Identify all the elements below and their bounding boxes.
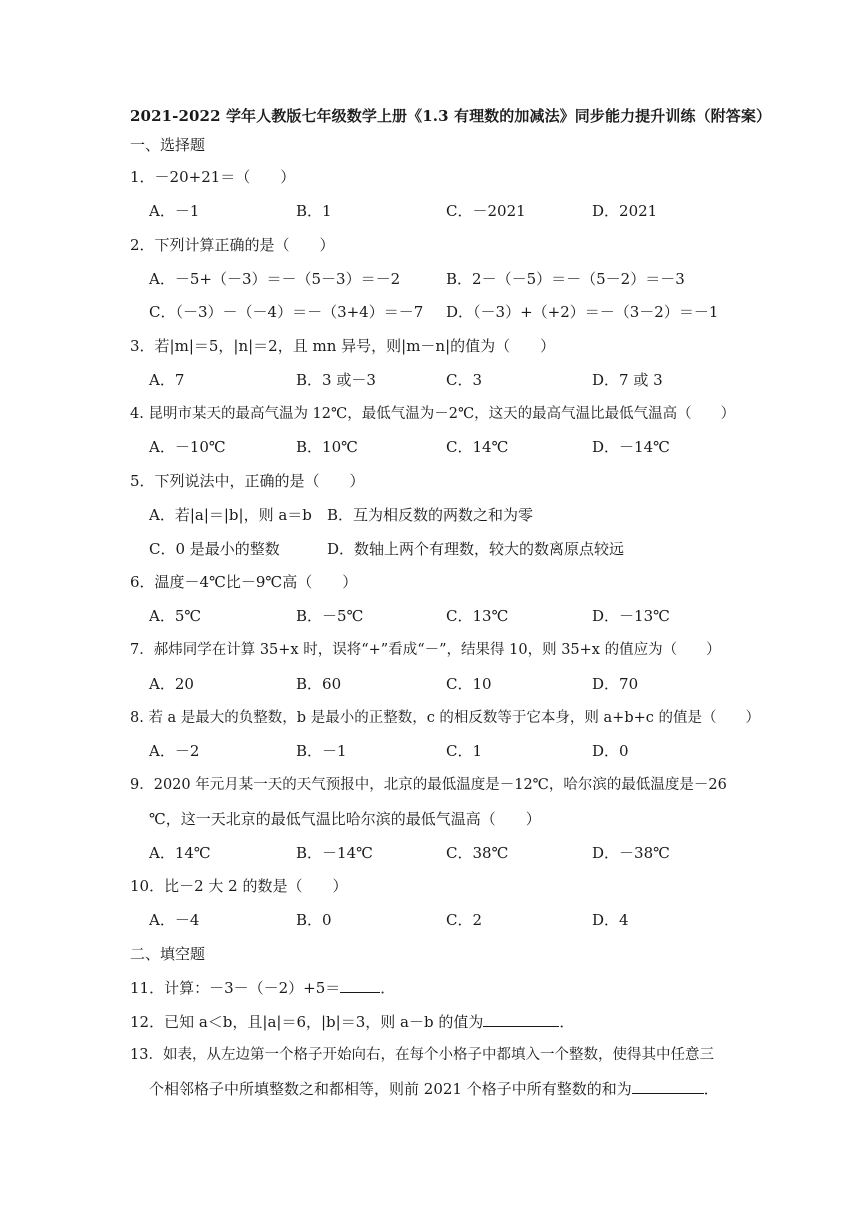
question-4-option-b: B．10℃ (296, 438, 358, 456)
question-2-option-b: B．2－（－5）＝－（5－2）＝－3 (446, 270, 685, 288)
question-2-stem: 2．下列计算正确的是（ ） (130, 236, 335, 254)
question-8-option-c: C．1 (446, 742, 483, 760)
question-12-end: ． (559, 1013, 575, 1031)
question-3-option-b: B．3 或－3 (296, 371, 376, 389)
question-6-option-d: D．－13℃ (592, 607, 670, 625)
question-4-stem: 4. 昆明市某天的最高气温为 12℃，最低气温为－2℃，这天的最高气温比最低气温高（ ） (130, 406, 736, 422)
question-9-option-c: C．38℃ (446, 844, 509, 862)
question-4-option-d: D．－14℃ (592, 438, 670, 456)
question-2-option-d: D．（－3）+（+2）＝－（3－2）＝－1 (446, 303, 719, 321)
question-8-option-b: B．－1 (296, 742, 347, 760)
question-10-option-c: C．2 (446, 911, 483, 929)
question-8-option-a: A．－2 (149, 742, 200, 760)
question-7-option-a: A．20 (149, 675, 194, 693)
question-13-line-2 (149, 1079, 719, 1099)
question-11-stem: 11．计算：－3－（－2）+5＝ (130, 979, 341, 997)
question-9-option-d: D．－38℃ (592, 844, 670, 862)
question-3-option-d: D．7 或 3 (592, 371, 663, 389)
question-7-stem: 7．郝炜同学在计算 35+x 时，误将“+”看成“－”，结果得 10，则 35+x 的值应为（ ） (130, 642, 721, 658)
question-10-option-d: D．4 (592, 911, 629, 929)
question-6-option-a: A．5℃ (149, 607, 202, 625)
question-6-option-b: B．－5℃ (296, 607, 364, 625)
section-choice-heading: 一、选择题 (130, 136, 206, 154)
question-10-option-a: A．－4 (149, 911, 200, 929)
question-1-option-d: D．2021 (592, 202, 658, 220)
question-3-stem: 3．若|m|＝5，|n|＝2，且 mn 异号，则|m－n|的值为（ ） (130, 337, 556, 355)
question-1-option-c: C．－2021 (446, 202, 526, 220)
section-fill-heading: 二、填空题 (130, 945, 206, 963)
question-2-option-c: C．（－3）－（－4）＝－（3+4）＝－7 (149, 303, 424, 321)
question-10-stem: 10．比－2 大 2 的数是（ ） (130, 877, 348, 895)
question-9-stem-line-1: 9．2020 年元月某一天的天气预报中，北京的最低温度是－12℃，哈尔滨的最低温度是－26 (130, 777, 727, 793)
question-12-stem: 12．已知 a＜b，且|a|＝6，|b|＝3，则 a－b 的值为 (130, 1013, 484, 1031)
question-4-option-a: A．－10℃ (149, 438, 226, 456)
question-7-option-d: D．70 (592, 675, 639, 693)
question-11 (130, 978, 395, 998)
question-6-option-c: C．13℃ (446, 607, 509, 625)
question-9-option-a: A．14℃ (149, 844, 211, 862)
question-10-option-b: B．0 (296, 911, 332, 929)
question-4-option-c: C．14℃ (446, 438, 509, 456)
question-5-option-d: D．数轴上两个有理数，较大的数离原点较远 (327, 540, 625, 558)
question-5-option-c: C．0 是最小的整数 (149, 540, 280, 558)
answer-blank[interactable] (483, 1012, 559, 1027)
question-13-end: ． (703, 1080, 719, 1098)
question-6-stem: 6．温度－4℃比－9℃高（ ） (130, 573, 358, 591)
answer-blank[interactable] (340, 978, 380, 993)
question-5-stem: 5．下列说法中，正确的是（ ） (130, 472, 365, 490)
answer-blank[interactable] (632, 1079, 704, 1094)
question-3-option-a: A．7 (149, 371, 185, 389)
question-8-option-d: D．0 (592, 742, 629, 760)
question-9-option-b: B．－14℃ (296, 844, 373, 862)
question-3-option-c: C．3 (446, 371, 483, 389)
question-13-stem-line-1: 13．如表，从左边第一个格子开始向右，在每个小格子中都填入一个整数，使得其中任意三 (130, 1047, 714, 1063)
question-2-option-a: A．－5+（－3）＝－（5－3）＝－2 (149, 270, 401, 288)
question-12 (130, 1012, 574, 1032)
question-7-option-b: B．60 (296, 675, 342, 693)
question-11-end: ． (380, 979, 396, 997)
question-5-option-a: A．若|a|＝|b|，则 a＝b (149, 506, 312, 524)
question-7-option-c: C．10 (446, 675, 492, 693)
question-1-stem: 1．－20+21＝（ ） (130, 168, 296, 186)
question-5-option-b: B．互为相反数的两数之和为零 (327, 506, 534, 524)
question-9-stem-line-2: ℃，这一天北京的最低气温比哈尔滨的最低气温高（ ） (149, 810, 541, 828)
question-1-option-b: B．1 (296, 202, 332, 220)
question-13-stem-line-2: 个相邻格子中所填整数之和都相等，则前 2021 个格子中所有整数的和为 (149, 1080, 632, 1098)
document-title: 2021-2022 学年人教版七年级数学上册《1.3 有理数的加减法》同步能力提升训练（附答案） (130, 107, 772, 125)
question-8-stem: 8. 若 a 是最大的负整数，b 是最小的正整数，c 的相反数等于它本身，则 a+b+c 的值是（ ） (130, 710, 760, 726)
question-1-option-a: A．－1 (149, 202, 200, 220)
